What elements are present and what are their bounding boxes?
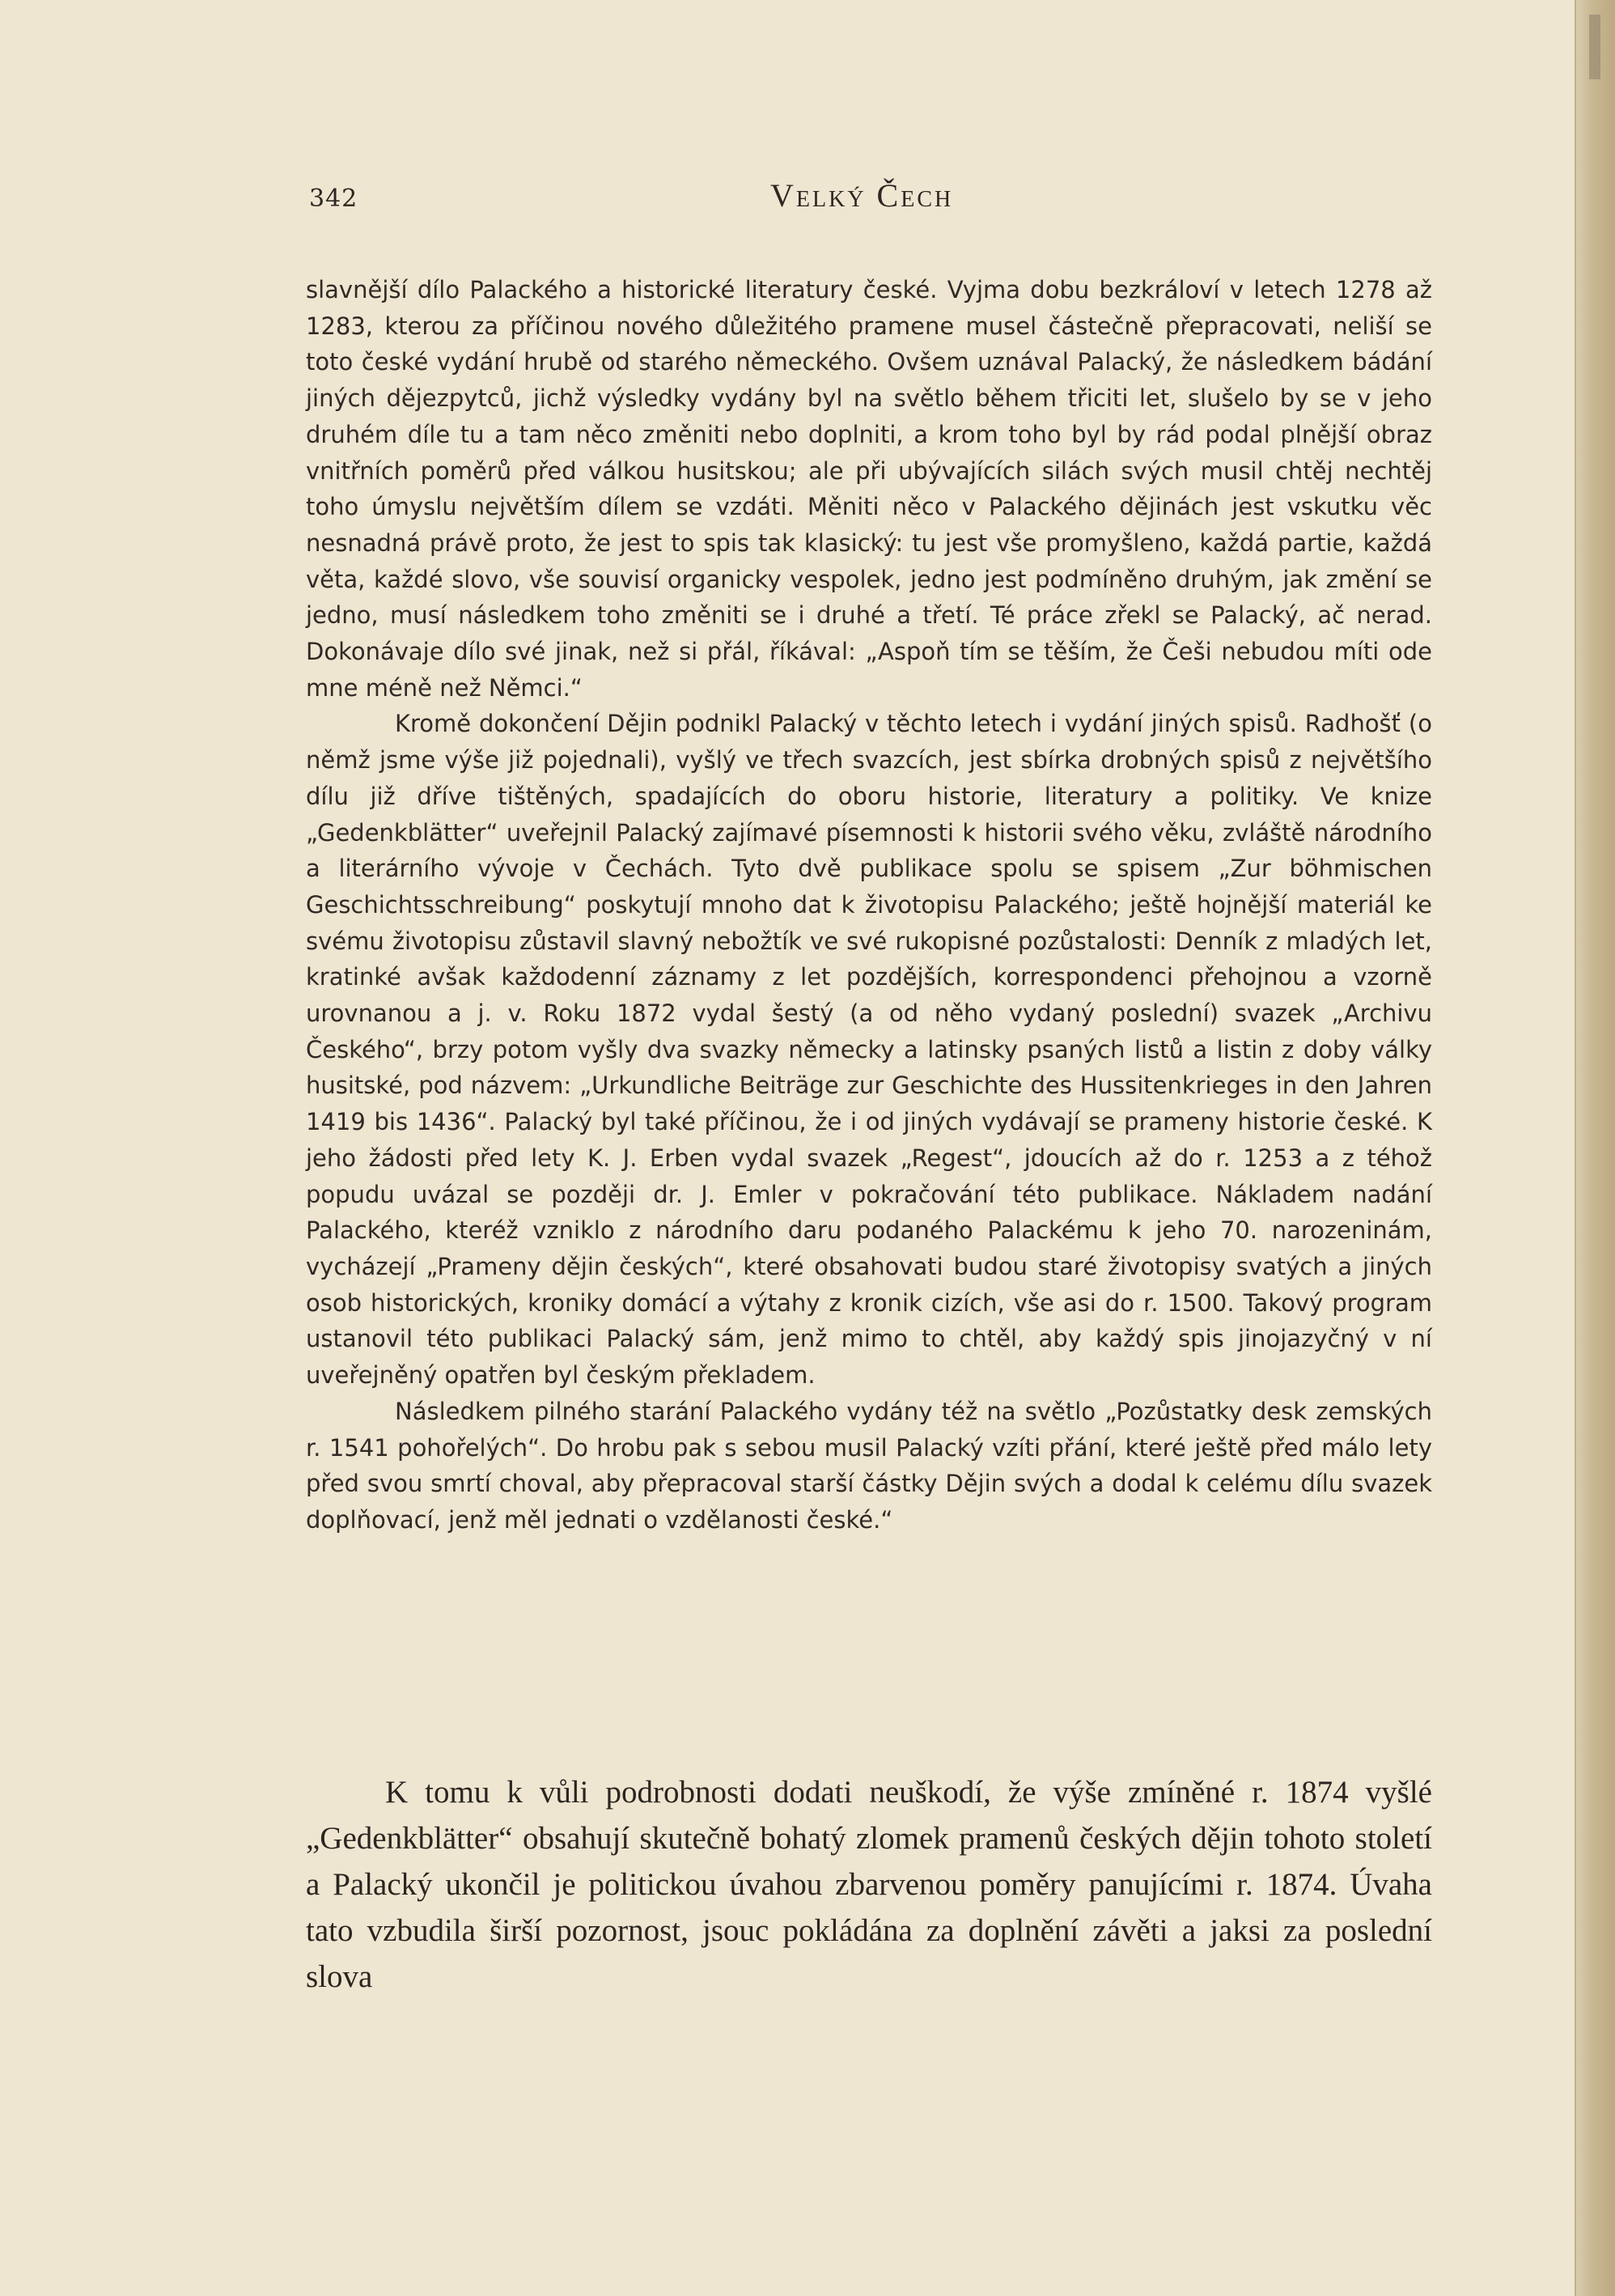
page-header bbox=[309, 176, 1426, 225]
main-text bbox=[306, 272, 1432, 1538]
running-title: Velký Čech bbox=[770, 177, 954, 214]
paragraph-3: Následkem pilného starání Palackého vydány též na světlo „Pozůstatky desk zemských r. 1541 pohořelých“. Do hrobu pak s sebou musil Palacký vzíti přání, které ještě před málo lety před svou smrtí choval, aby přepracoval starší částky Dějin svých a dodal k celému dílu svazek doplňovací, jenž měl jednati o vzdělanosti české.“ bbox=[306, 1397, 1432, 1534]
closing-text bbox=[306, 1769, 1432, 2000]
page-number: 342 bbox=[309, 185, 358, 213]
page-edge bbox=[1575, 0, 1615, 2296]
binding-mark bbox=[1589, 15, 1600, 79]
paragraph-1: slavnější dílo Palackého a historické literatury české. Vyjma dobu bezkráloví v letech 1278 až 1283, kterou za příčinou nového důležitého pramene musel částečně přepracovati, neliší se toto české vydání hrubě od starého německého. Ovšem uznával Palacký, že následkem bádání jiných dějezpytců, jichž výsledky vydány byl na světlo během třiciti let, slušelo by se v jeho druhém díle tu a tam něco změniti nebo doplniti, a krom toho byl by rád podal plnější obraz vnitřních poměrů před válkou husitskou; ale při ubývajících silách svých musil chtěj nechtěj toho úmyslu největším dílem se vzdáti. Měniti něco v Palackého dějinách jest vskutku věc nesnadná právě proto, že jest to spis tak klasický: tu jest vše promyšleno, každá partie, každá věta, každé slovo, vše souvisí organicky vespolek, jedno jest podmíněno druhým, jak změní se jedno, musí následkem toho změniti se i druhé a třetí. Té práce zřekl se Palacký, ač nerad. Dokonávaje dílo své jinak, než si přál, říkával: „Aspoň tím se těším, že Češi nebudou míti ode mne méně než Němci.“ bbox=[306, 276, 1432, 702]
closing-paragraph: K tomu k vůli podrobnosti dodati neuškodí, že výše zmíněné r. 1874 vyšlé „Gedenkblätter“ obsahují skutečně bohatý zlomek pramenů českých dějin tohoto století a Palacký ukončil je politickou úvahou zbarvenou poměry panujícími r. 1874. Úvaha tato vzbudila širší pozornost, jsouc pokládána za doplnění závěti a jaksi za poslední slova bbox=[306, 1775, 1432, 1994]
paragraph-2: Kromě dokončení Dějin podnikl Palacký v těchto letech i vydání jiných spisů. Radhošť (o němž jsme výše již pojednali), vyšlý ve třech svazcích, jest sbírka drobných spisů z největšího dílu již dříve tištěných, spadajících do oboru historie, literatury a politiky. Ve knize „Gedenkblätter“ uveřejnil Palacký zajímavé písemnosti k historii svého věku, zvláště národního a literárního vývoje v Čechách. Tyto dvě publikace spolu se spisem „Zur böhmischen Geschichtsschreibung“ poskytují mnoho dat k životopisu Palackého; ještě hojnější materiál ke svému životopisu zůstavil slavný nebožtík ve své rukopisné pozůstalosti: Denník z mladých let, kratinké avšak každodenní záznamy z let pozdějších, korrespondenci přehojnou a vzorně urovnanou a j. v. Roku 1872 vydal šestý (a od něho vydaný poslední) svazek „Archivu Českého“, brzy potom vyšly dva svazky německy a latinsky psaných listů a listin z doby války husitské, pod názvem: „Urkundliche Beiträge zur Geschichte des Hussitenkrieges in den Jahren 1419 bis 1436“. Palacký byl také příčinou, že i od jiných vydávají se prameny historie české. K jeho žádosti před lety K. J. Erben vydal svazek „Regest“, jdoucích až do r. 1253 a z téhož popudu uvázal se později dr. J. Emler v pokračování této publikace. Nákladem nadání Palackého, kteréž vzniklo z národního daru podaného Palackému k jeho 70. narozeninám, vycházejí „Prameny dějin českých“, které obsahovati budou staré životopisy svatých a jiných osob historických, kroniky domácí a výtahy z kronik cizích, vše asi do r. 1500. Takový program ustanovil této publikaci Palacký sám, jenž mimo to chtěl, aby každý spis jinojazyčný v ní uveřejněný opatřen byl českým překladem. bbox=[306, 710, 1432, 1390]
